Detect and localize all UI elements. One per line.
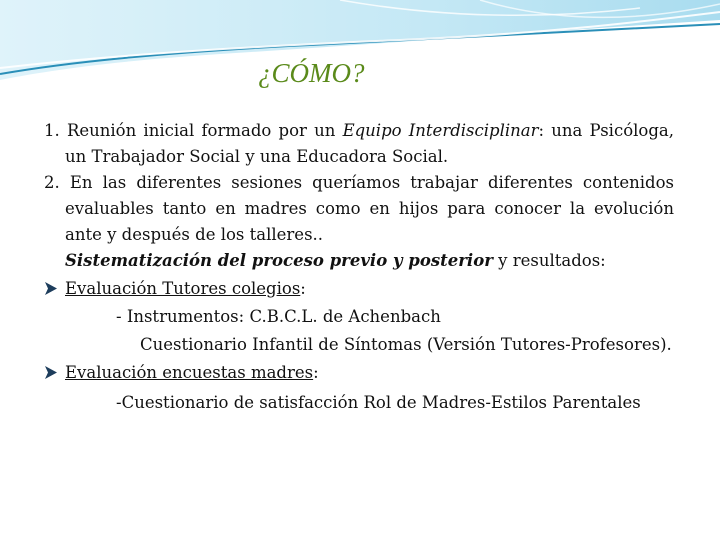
arrow-bullet-icon [44,276,65,302]
cuestionario-sintomas-line: Cuestionario Infantil de Síntomas (Versión Tutores-Profesores). [140,335,672,354]
arrow-bullet-icon [44,360,65,386]
bullet-madres-label: Evaluación encuestas madres [65,363,314,382]
slide-title: ¿CÓMO? [258,58,365,88]
bullet-tutores-label: Evaluación Tutores colegios [65,279,301,298]
systematization-line: Sistematización del proceso previo y posterior y resultados: [65,251,606,270]
item-number: 1. [44,121,60,140]
bullet-madres: Evaluación encuestas madres: [44,360,674,386]
cuestionario-satisfaccion-line: -Cuestionario de satisfacción Rol de Madres-Estilos Parentales [116,393,641,412]
item-number: 2. [44,173,60,192]
instrumentos-line: - Instrumentos: C.B.C.L. de Achenbach [116,307,441,326]
team-emphasis: Equipo Interdisciplinar [342,121,539,140]
list-item-2: 2. En las diferentes sesiones queríamos trabajar diferentes contenidos evaluables tanto en madres como en hijos para conocer la evolución ante y después de los talleres.. [44,173,674,244]
bullet-tutores: Evaluación Tutores colegios: [44,276,674,302]
list-item-1: 1. Reunión inicial formado por un Equipo Interdisciplinar: una Psicóloga, un Trabajador Social y una Educadora Social. [44,121,674,166]
slide-body [44,118,674,416]
